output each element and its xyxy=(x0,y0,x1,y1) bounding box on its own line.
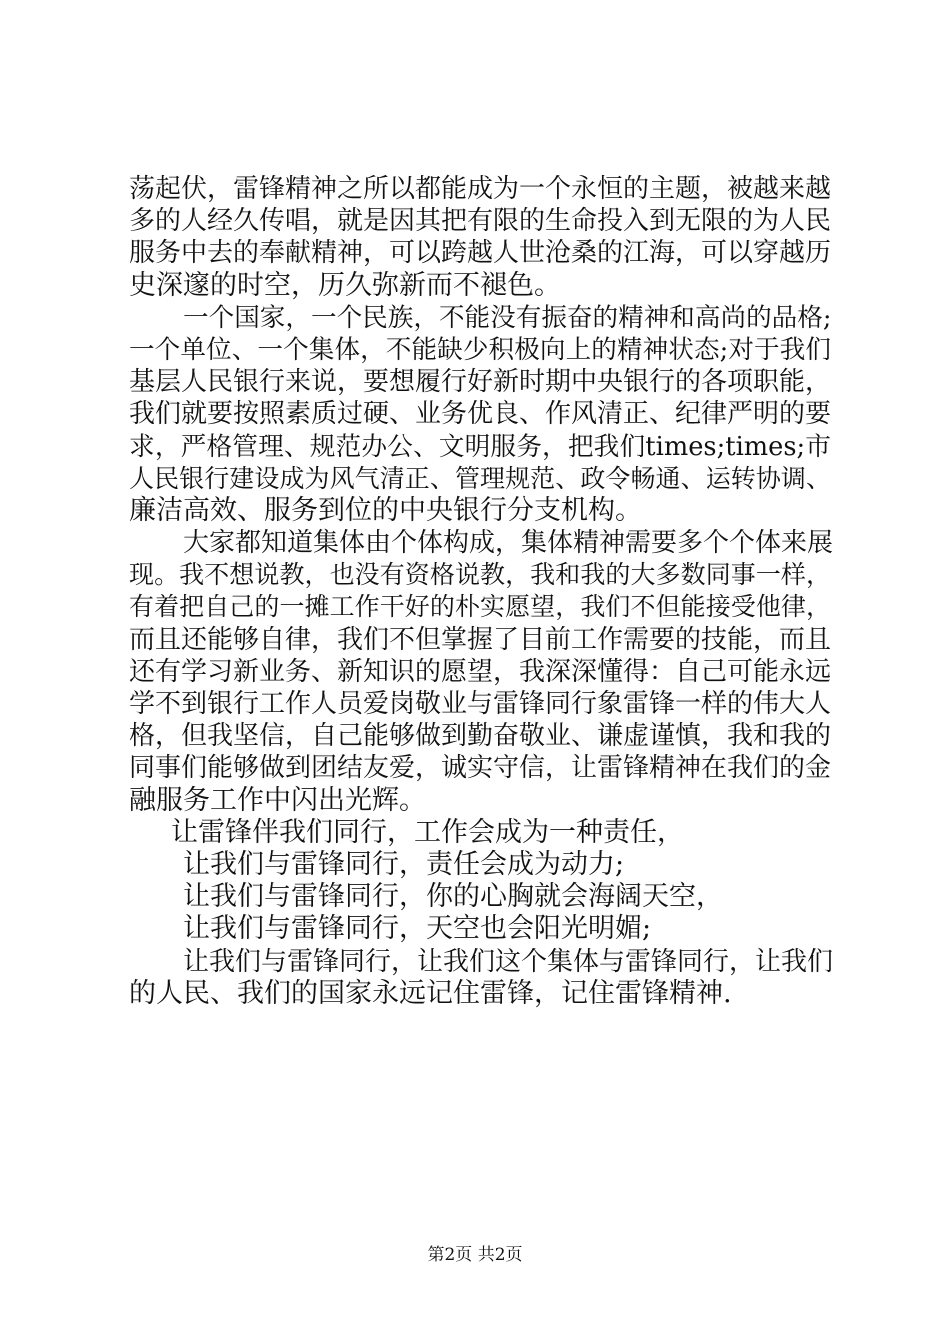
text-line: 让我们与雷锋同行，让我们这个集体与雷锋同行，让我们 xyxy=(183,946,834,977)
text-line: 大家都知道集体由个体构成，集体精神需要多个个体来展 xyxy=(183,528,834,559)
text-line: 现。我不想说教，也没有资格说教，我和我的大多数同事一样， xyxy=(129,560,831,590)
text-line: 同事们能够做到团结友爱，诚实守信，让雷锋精神在我们的金 xyxy=(129,753,832,784)
document-body xyxy=(129,173,834,1010)
text-line: 还有学习新业务、新知识的愿望，我深深懂得：自己可能永远 xyxy=(129,656,832,687)
text-line: 而且还能够自律，我们不但掌握了目前工作需要的技能，而且 xyxy=(129,624,832,655)
text-line: 廉洁高效、服务到位的中央银行分支机构。 xyxy=(129,494,642,526)
text-line: 一个国家，一个民族，不能没有振奋的精神和高尚的品格; xyxy=(183,302,832,333)
text-line: 基层人民银行来说，要想履行好新时期中央银行的各项职能， xyxy=(129,367,832,398)
text-line: 融服务工作中闪出光辉。 xyxy=(129,784,426,816)
text-line: 的人民、我们的国家永远记住雷锋，记住雷锋精神. xyxy=(129,977,732,1009)
text-line: 格，但我坚信，自己能够做到勤奋敬业、谦虚谨慎，我和我的 xyxy=(129,721,832,752)
text-line: 荡起伏，雷锋精神之所以都能成为一个永恒的主题，被越来越 xyxy=(129,174,832,204)
text-line: 学不到银行工作人员爱岗敬业与雷锋同行象雷锋一样的伟大人 xyxy=(129,689,832,719)
text-line: 让雷锋伴我们同行，工作会成为一种责任， xyxy=(171,816,684,848)
text-line: 让我们与雷锋同行，你的心胸就会海阔天空， xyxy=(183,881,723,913)
text-line: 让我们与雷锋同行，天空也会阳光明媚; xyxy=(183,913,652,945)
text-line: 我们就要按照素质过硬、业务优良、作风清正、纪律严明的要 xyxy=(129,399,832,430)
text-line: 求，严格管理、规范办公、文明服务，把我们times;times;市 xyxy=(129,431,831,462)
text-line: 史深邃的时空，历久弥新而不褪色。 xyxy=(129,269,561,301)
text-line: 人民银行建设成为风气清正、管理规范、政令畅通、运转协调、 xyxy=(129,463,831,493)
text-line: 有着把自己的一摊工作干好的朴实愿望，我们不但能接受他律， xyxy=(129,592,831,622)
text-line: 让我们与雷锋同行，责任会成为动力; xyxy=(183,848,625,880)
text-line: 服务中去的奉献精神，可以跨越人世沧桑的江海，可以穿越历 xyxy=(129,238,832,269)
text-line: 多的人经久传唱，就是因其把有限的生命投入到无限的为人民 xyxy=(129,206,832,237)
page-number-footer: 第2页 共2页 xyxy=(427,1245,523,1265)
text-line: 一个单位、一个集体，不能缺少积极向上的精神状态;对于我们 xyxy=(129,334,831,365)
